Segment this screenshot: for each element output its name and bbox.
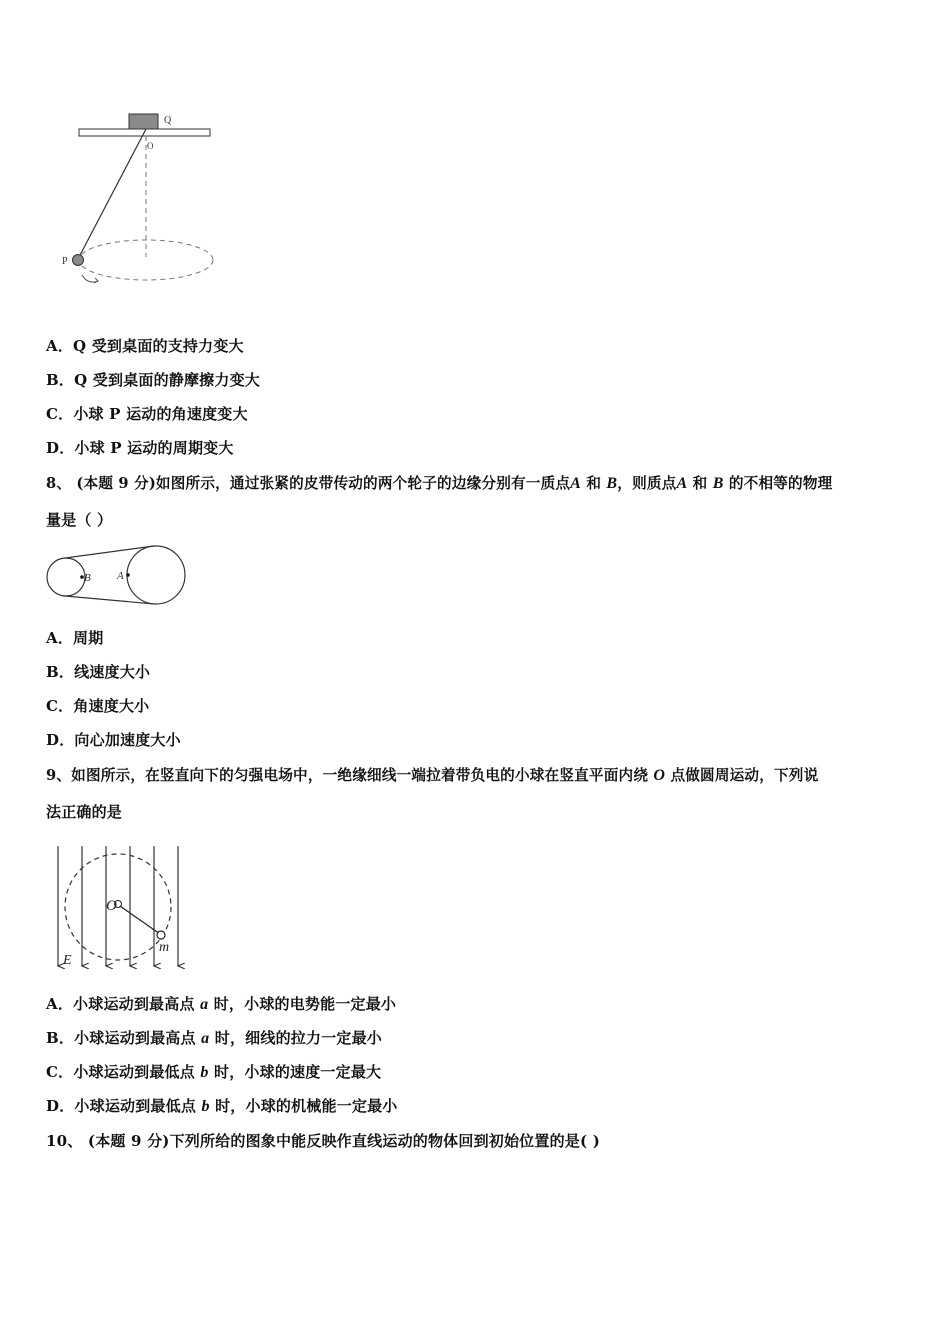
point-a (126, 573, 130, 577)
var-b: b (200, 1064, 209, 1081)
option-label: A． (46, 337, 74, 355)
var-a: a (200, 996, 209, 1013)
var-b: B (606, 475, 618, 492)
q8-stem-line1 (46, 472, 832, 493)
option-text: 小球运动到最高点 (74, 1029, 196, 1047)
option-label: B． (46, 663, 75, 681)
option-label: C． (46, 405, 74, 423)
stem-text: 9、如图所示，在竖直向下的匀强电场中，一绝缘细线一端拉着带负电的小球在竖直平面内绕 (46, 767, 649, 784)
q9-option-a (46, 993, 396, 1014)
label-o: O (147, 141, 154, 151)
q8-stem-line2: 量是（ ） (46, 511, 113, 529)
q7-option-d (46, 437, 234, 458)
option-label: A． (46, 629, 74, 647)
option-text: 周期 (73, 629, 104, 647)
option-text: Q 受到桌面的静摩擦力变大 (74, 371, 260, 389)
q9-option-c (46, 1061, 381, 1082)
small-wheel (47, 558, 85, 596)
label-o: O (106, 898, 117, 914)
var-a: A (676, 475, 688, 492)
stem-text: 和 (692, 475, 708, 492)
stem-text: 的不相等的物理 (728, 475, 833, 492)
label-b: B (84, 572, 91, 584)
q8-option-a (46, 627, 103, 648)
option-text: 小球 P 运动的角速度变大 (73, 405, 248, 423)
option-text: 小球运动到最低点 (74, 1097, 197, 1115)
ball-p (73, 255, 84, 266)
q8-option-d (46, 729, 181, 750)
q9-stem-line1 (46, 764, 818, 785)
var-o: O (653, 767, 666, 784)
belt-upper (65, 546, 154, 558)
label-a: A (117, 570, 124, 582)
option-text: 小球 P 运动的周期变大 (74, 439, 234, 457)
block-q (129, 114, 158, 129)
option-label: C． (46, 697, 74, 715)
charged-ball (157, 931, 165, 939)
var-b: b (201, 1098, 210, 1115)
belt-drive-figure (42, 540, 190, 612)
q9-stem-line2: 法正确的是 (46, 803, 123, 821)
stem-text: 8、 (本题 9 分)如图所示，通过张紧的皮带传动的两个轮子的边缘分别有一质点 (46, 475, 571, 492)
option-text: 小球运动到最高点 (73, 995, 195, 1013)
label-e: E (63, 953, 72, 968)
option-text: 时，小球的电势能一定最小 (213, 995, 397, 1013)
option-text: 小球运动到最低点 (73, 1063, 195, 1081)
q8-option-c (46, 695, 149, 716)
option-label: B． (46, 371, 75, 389)
electric-field-figure (48, 840, 188, 970)
q7-option-b (46, 369, 260, 390)
option-label: C． (46, 1063, 74, 1081)
q7-option-c (46, 403, 248, 424)
q10-stem: 10、 (本题 9 分)下列所给的图象中能反映作直线运动的物体回到初始位置的是( ) (46, 1132, 600, 1150)
rotation-arrowhead (94, 278, 98, 283)
option-label: B． (46, 1029, 75, 1047)
option-text: 时，小球的速度一定最大 (214, 1063, 382, 1081)
q9-option-b (46, 1027, 382, 1048)
option-label: D． (46, 731, 75, 749)
option-label: D． (46, 1097, 75, 1115)
string (78, 129, 146, 259)
var-a: A (570, 475, 582, 492)
option-label: A． (46, 995, 74, 1013)
option-text: Q 受到桌面的支持力变大 (73, 337, 244, 355)
q9-option-d (46, 1095, 398, 1116)
option-text: 时，小球的机械能一定最小 (215, 1097, 398, 1115)
var-b: B (712, 475, 724, 492)
large-wheel (127, 546, 185, 604)
var-a: a (201, 1030, 210, 1047)
option-text: 角速度大小 (73, 697, 150, 715)
stem-text: 和 (586, 475, 602, 492)
option-label: D． (46, 439, 75, 457)
conical-pendulum-figure (60, 105, 230, 295)
label-m: m (159, 940, 170, 955)
stem-text: 点做圆周运动，下列说 (670, 767, 819, 784)
label-p: P (62, 256, 68, 267)
q8-option-b (46, 661, 150, 682)
option-text: 向心加速度大小 (74, 731, 181, 749)
option-text: 线速度大小 (74, 663, 151, 681)
stem-text: ，则质点 (617, 475, 677, 492)
q7-option-a (46, 335, 244, 356)
option-text: 时，细线的拉力一定最小 (214, 1029, 382, 1047)
label-q: Q (164, 115, 172, 126)
